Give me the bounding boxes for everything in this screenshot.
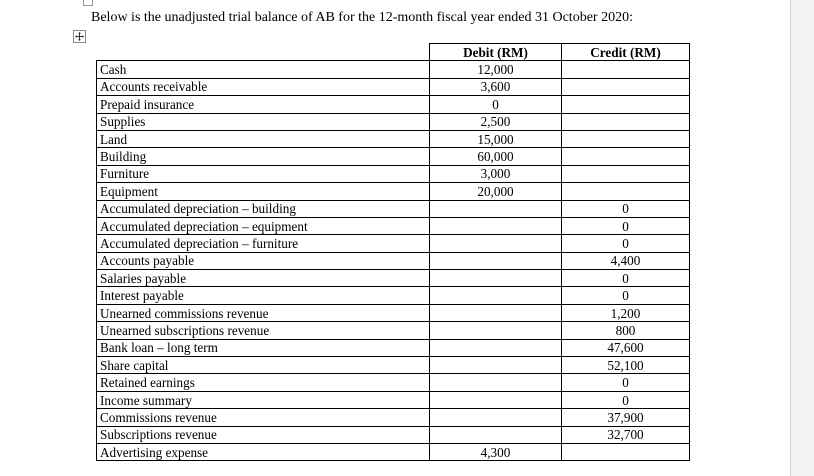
debit-cell: 4,300 <box>430 443 562 460</box>
table-row <box>97 287 690 304</box>
credit-cell: 4,400 <box>562 252 690 269</box>
account-cell: Interest payable <box>97 287 430 304</box>
account-cell: Unearned subscriptions revenue <box>97 322 430 339</box>
header-account <box>97 44 430 61</box>
credit-cell <box>562 113 690 130</box>
table-row <box>97 443 690 460</box>
account-cell: Unearned commissions revenue <box>97 304 430 321</box>
paragraph-marker <box>83 0 93 6</box>
debit-cell: 20,000 <box>430 183 562 200</box>
credit-cell: 800 <box>562 322 690 339</box>
credit-cell <box>562 130 690 147</box>
credit-cell <box>562 61 690 78</box>
table-row <box>97 113 690 130</box>
account-cell: Accumulated depreciation – furniture <box>97 235 430 252</box>
account-cell: Salaries payable <box>97 270 430 287</box>
move-arrows-icon[interactable] <box>73 30 86 43</box>
account-cell: Accumulated depreciation – equipment <box>97 217 430 234</box>
debit-cell <box>430 409 562 426</box>
account-cell: Bank loan – long term <box>97 339 430 356</box>
debit-cell <box>430 374 562 391</box>
credit-cell: 1,200 <box>562 304 690 321</box>
credit-cell: 0 <box>562 235 690 252</box>
account-cell: Cash <box>97 61 430 78</box>
table-row <box>97 96 690 113</box>
credit-cell: 37,900 <box>562 409 690 426</box>
credit-cell <box>562 443 690 460</box>
table-row <box>97 78 690 95</box>
table-row <box>97 339 690 356</box>
account-cell: Building <box>97 148 430 165</box>
credit-cell <box>562 148 690 165</box>
debit-cell <box>430 426 562 443</box>
table-row <box>97 61 690 78</box>
table-row <box>97 270 690 287</box>
table-row <box>97 252 690 269</box>
table-row <box>97 357 690 374</box>
table-row <box>97 409 690 426</box>
debit-cell <box>430 217 562 234</box>
intro-text: Below is the unadjusted trial balance of AB for the 12-month fiscal year ended 31 October 2020: <box>91 10 633 25</box>
header-credit: Credit (RM) <box>562 44 690 61</box>
account-cell: Supplies <box>97 113 430 130</box>
account-cell: Subscriptions revenue <box>97 426 430 443</box>
account-cell: Retained earnings <box>97 374 430 391</box>
credit-cell: 52,100 <box>562 357 690 374</box>
credit-cell: 0 <box>562 374 690 391</box>
credit-cell <box>562 78 690 95</box>
debit-cell <box>430 391 562 408</box>
debit-cell: 0 <box>430 96 562 113</box>
table-row <box>97 374 690 391</box>
debit-cell <box>430 200 562 217</box>
debit-cell <box>430 235 562 252</box>
account-cell: Equipment <box>97 183 430 200</box>
debit-cell: 60,000 <box>430 148 562 165</box>
credit-cell <box>562 165 690 182</box>
debit-cell <box>430 304 562 321</box>
account-cell: Prepaid insurance <box>97 96 430 113</box>
credit-cell <box>562 96 690 113</box>
debit-cell <box>430 322 562 339</box>
table-row <box>97 165 690 182</box>
debit-cell: 15,000 <box>430 130 562 147</box>
credit-cell: 0 <box>562 287 690 304</box>
credit-cell: 0 <box>562 217 690 234</box>
table-row <box>97 235 690 252</box>
debit-cell <box>430 357 562 374</box>
table-row <box>97 130 690 147</box>
debit-cell <box>430 287 562 304</box>
debit-cell <box>430 252 562 269</box>
table-row <box>97 426 690 443</box>
account-cell: Income summary <box>97 391 430 408</box>
table-row <box>97 391 690 408</box>
debit-cell <box>430 339 562 356</box>
credit-cell: 0 <box>562 200 690 217</box>
account-cell: Furniture <box>97 165 430 182</box>
table-row <box>97 322 690 339</box>
account-cell: Advertising expense <box>97 443 430 460</box>
credit-cell: 0 <box>562 270 690 287</box>
account-cell: Accumulated depreciation – building <box>97 200 430 217</box>
account-cell: Land <box>97 130 430 147</box>
account-cell: Accounts payable <box>97 252 430 269</box>
account-cell: Accounts receivable <box>97 78 430 95</box>
credit-cell: 32,700 <box>562 426 690 443</box>
table-row <box>97 200 690 217</box>
account-cell: Share capital <box>97 357 430 374</box>
table-row <box>97 304 690 321</box>
move-arrows-glyph <box>75 32 84 41</box>
header-debit: Debit (RM) <box>430 44 562 61</box>
debit-cell: 3,600 <box>430 78 562 95</box>
credit-cell: 0 <box>562 391 690 408</box>
table-row <box>97 183 690 200</box>
table-row <box>97 217 690 234</box>
credit-cell: 47,600 <box>562 339 690 356</box>
debit-cell: 2,500 <box>430 113 562 130</box>
credit-cell <box>562 183 690 200</box>
trial-balance-table <box>96 43 690 461</box>
window-scroll-area[interactable] <box>790 0 814 476</box>
table-header-row <box>97 44 690 61</box>
debit-cell: 12,000 <box>430 61 562 78</box>
debit-cell <box>430 270 562 287</box>
account-cell: Commissions revenue <box>97 409 430 426</box>
debit-cell: 3,000 <box>430 165 562 182</box>
table-row <box>97 148 690 165</box>
